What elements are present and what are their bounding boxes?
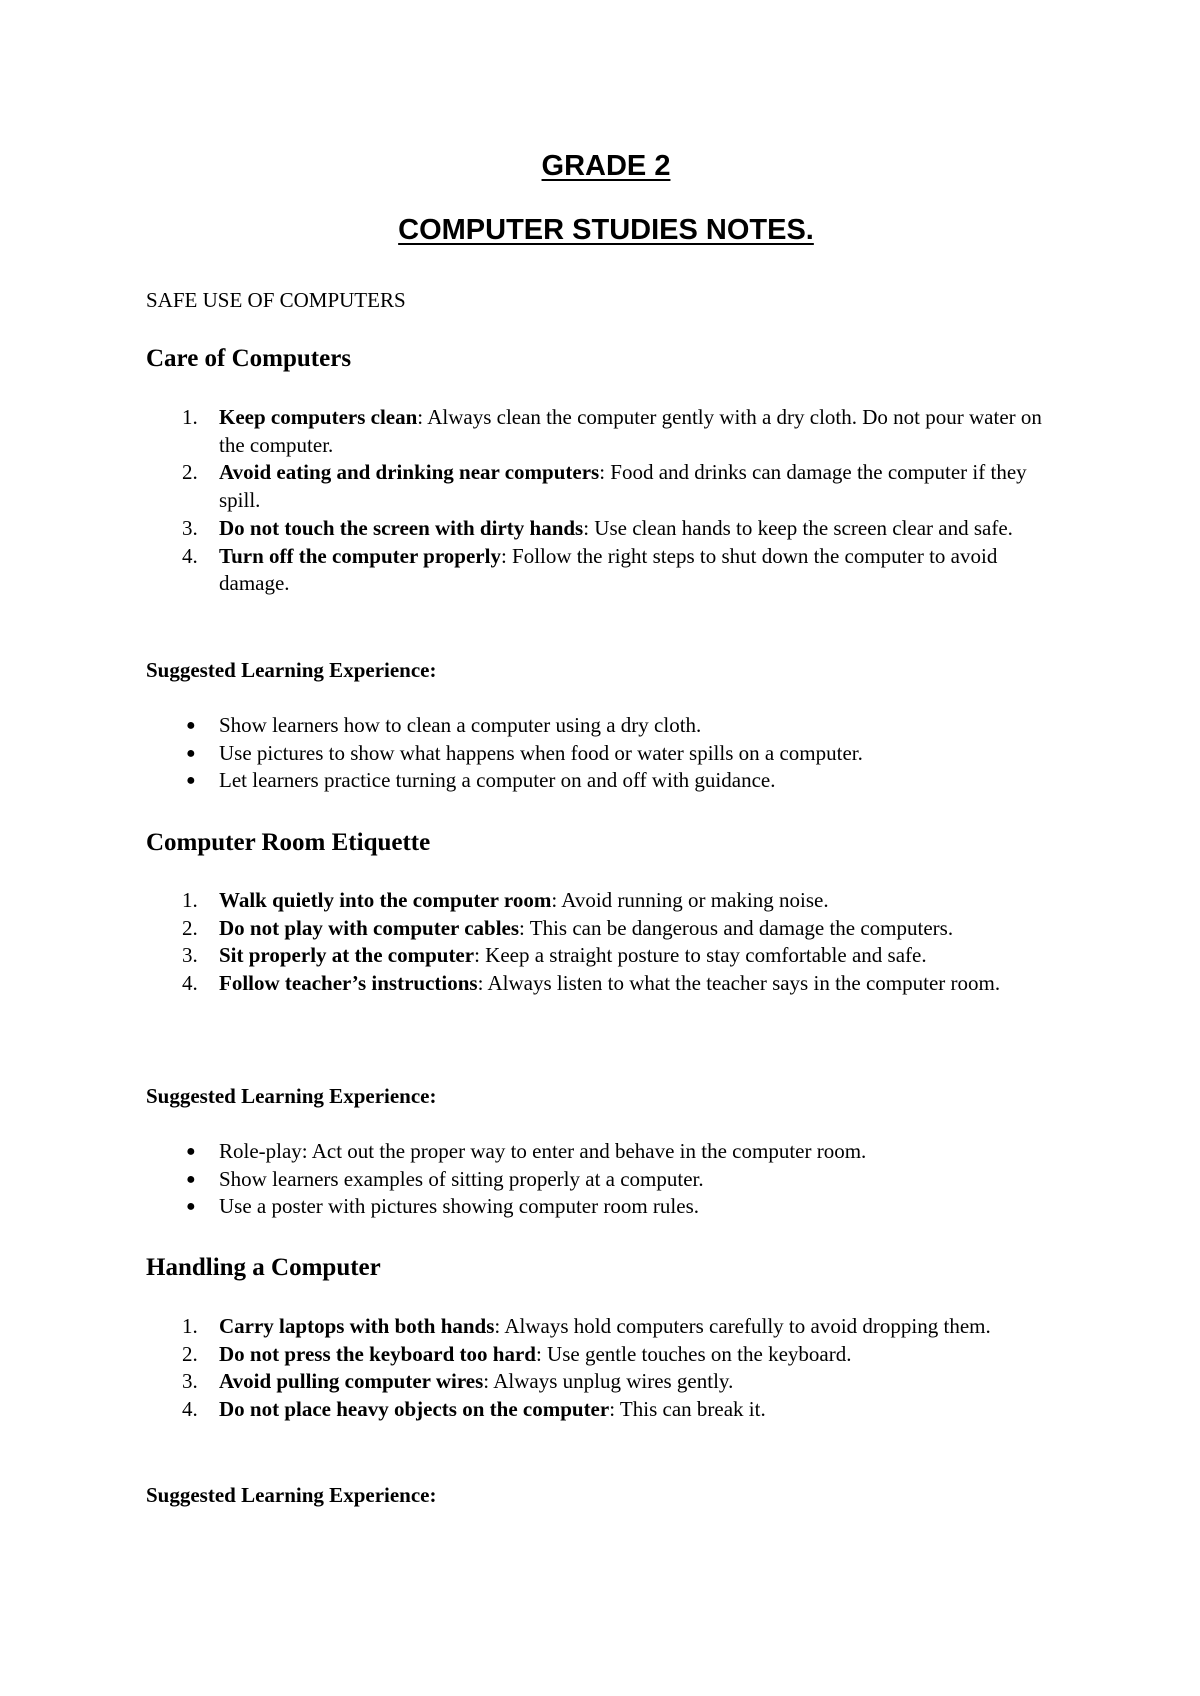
item-text: : This can be dangerous and damage the computers. bbox=[519, 915, 954, 940]
item-text: : This can break it. bbox=[609, 1397, 766, 1422]
list-item bbox=[146, 543, 1066, 598]
bullet-text: Show learners how to clean a computer using a dry cloth. bbox=[219, 713, 702, 737]
bullet-text: Let learners practice turning a computer on and off with guidance. bbox=[219, 768, 776, 793]
item-title: Do not press the keyboard too hard bbox=[219, 1341, 536, 1366]
item-number: 4. bbox=[182, 543, 198, 568]
bullet-text: Use a poster with pictures showing computer room rules. bbox=[219, 1194, 699, 1219]
item-text: : Always listen to what the teacher says in the computer room. bbox=[477, 971, 1001, 996]
item-text: : Always clean the computer gently with a dry cloth. Do not pour water on the computer. bbox=[219, 405, 1042, 457]
item-title: Turn off the computer properly bbox=[219, 543, 501, 568]
list-item bbox=[146, 404, 1066, 459]
item-title: Avoid pulling computer wires bbox=[219, 1369, 484, 1394]
item-text: : Keep a straight posture to stay comfortable and safe. bbox=[474, 943, 927, 968]
suggested-learning-list bbox=[146, 1138, 1066, 1221]
list-item bbox=[146, 887, 1066, 915]
item-title: Do not play with computer cables bbox=[219, 915, 520, 940]
item-number: 2. bbox=[182, 915, 198, 940]
item-text: : Always hold computers carefully to avoid dropping them. bbox=[494, 1314, 991, 1338]
item-number: 1. bbox=[182, 888, 198, 912]
item-text: : Food and drinks can damage the computer if they spill. bbox=[219, 460, 1027, 513]
suggested-learning-label: Suggested Learning Experience: bbox=[146, 658, 437, 682]
item-number: 3. bbox=[182, 515, 198, 540]
item-number: 2. bbox=[182, 1341, 198, 1366]
bullet-item bbox=[146, 1166, 1066, 1194]
item-title: Avoid eating and drinking near computers bbox=[219, 460, 600, 485]
care-of-computers-heading-block bbox=[146, 344, 1066, 374]
care-of-computers-list bbox=[146, 404, 1066, 598]
suggested-learning-list bbox=[146, 712, 1066, 795]
list-item bbox=[146, 459, 1066, 514]
item-title: Do not place heavy objects on the computer bbox=[219, 1397, 610, 1422]
item-number: 1. bbox=[182, 1314, 198, 1338]
item-title: Follow teacher’s instructions bbox=[219, 971, 478, 996]
bullet-icon: ● bbox=[186, 717, 196, 734]
item-title: Sit properly at the computer bbox=[219, 943, 475, 968]
list-item bbox=[146, 1396, 1066, 1424]
bullet-icon: ● bbox=[186, 1198, 196, 1216]
list-item bbox=[146, 970, 1066, 998]
list-item bbox=[146, 515, 1066, 543]
bullet-icon: ● bbox=[186, 1143, 196, 1160]
item-text: : Use gentle touches on the keyboard. bbox=[535, 1341, 852, 1366]
item-number: 4. bbox=[182, 1397, 198, 1422]
item-number: 2. bbox=[182, 460, 198, 485]
item-number: 3. bbox=[182, 1369, 198, 1394]
bullet-item bbox=[146, 1193, 1066, 1221]
grade-title: GRADE 2 bbox=[541, 150, 671, 182]
item-text: : Always unplug wires gently. bbox=[483, 1369, 734, 1394]
bullet-text: Use pictures to show what happens when food or water spills on a computer. bbox=[219, 740, 863, 765]
item-title: Walk quietly into the computer room bbox=[219, 888, 552, 912]
list-item bbox=[146, 1368, 1066, 1396]
item-number: 4. bbox=[182, 971, 198, 996]
handling-a-computer-heading-block bbox=[146, 1253, 1066, 1283]
computer-room-etiquette-list bbox=[146, 887, 1066, 998]
section-label: SAFE USE OF COMPUTERS bbox=[146, 288, 406, 312]
item-title: Carry laptops with both hands bbox=[219, 1314, 495, 1338]
bullet-icon: ● bbox=[186, 1170, 196, 1188]
item-text: : Follow the right steps to shut down the computer to avoid damage. bbox=[219, 543, 998, 596]
section-heading: Computer Room Etiquette bbox=[146, 829, 431, 856]
bullet-item bbox=[146, 1138, 1066, 1166]
list-item bbox=[146, 1313, 1066, 1341]
item-title: Do not touch the screen with dirty hands bbox=[219, 515, 584, 540]
bullet-icon: ● bbox=[186, 772, 196, 790]
list-item bbox=[146, 915, 1066, 943]
item-number: 1. bbox=[182, 405, 198, 429]
suggested-learning-label: Suggested Learning Experience: bbox=[146, 1084, 437, 1108]
list-item bbox=[146, 1341, 1066, 1369]
handling-a-computer-list bbox=[146, 1313, 1066, 1424]
item-title: Keep computers clean bbox=[219, 405, 418, 429]
document-title: COMPUTER STUDIES NOTES. bbox=[398, 214, 814, 246]
section-heading: Handling a Computer bbox=[146, 1254, 381, 1281]
list-item bbox=[146, 942, 1066, 970]
bullet-item bbox=[146, 740, 1066, 768]
computer-room-etiquette-heading-block bbox=[146, 828, 1066, 858]
section-heading: Care of Computers bbox=[146, 345, 352, 372]
bullet-item bbox=[146, 767, 1066, 795]
bullet-icon: ● bbox=[186, 744, 196, 762]
bullet-item bbox=[146, 712, 1066, 740]
bullet-text: Role-play: Act out the proper way to enter and behave in the computer room. bbox=[219, 1139, 867, 1163]
bullet-text: Show learners examples of sitting properly at a computer. bbox=[219, 1166, 704, 1191]
item-text: : Avoid running or making noise. bbox=[551, 888, 829, 912]
item-number: 3. bbox=[182, 943, 198, 968]
item-text: : Use clean hands to keep the screen clear and safe. bbox=[583, 515, 1013, 540]
suggested-learning-label: Suggested Learning Experience: bbox=[146, 1483, 437, 1507]
